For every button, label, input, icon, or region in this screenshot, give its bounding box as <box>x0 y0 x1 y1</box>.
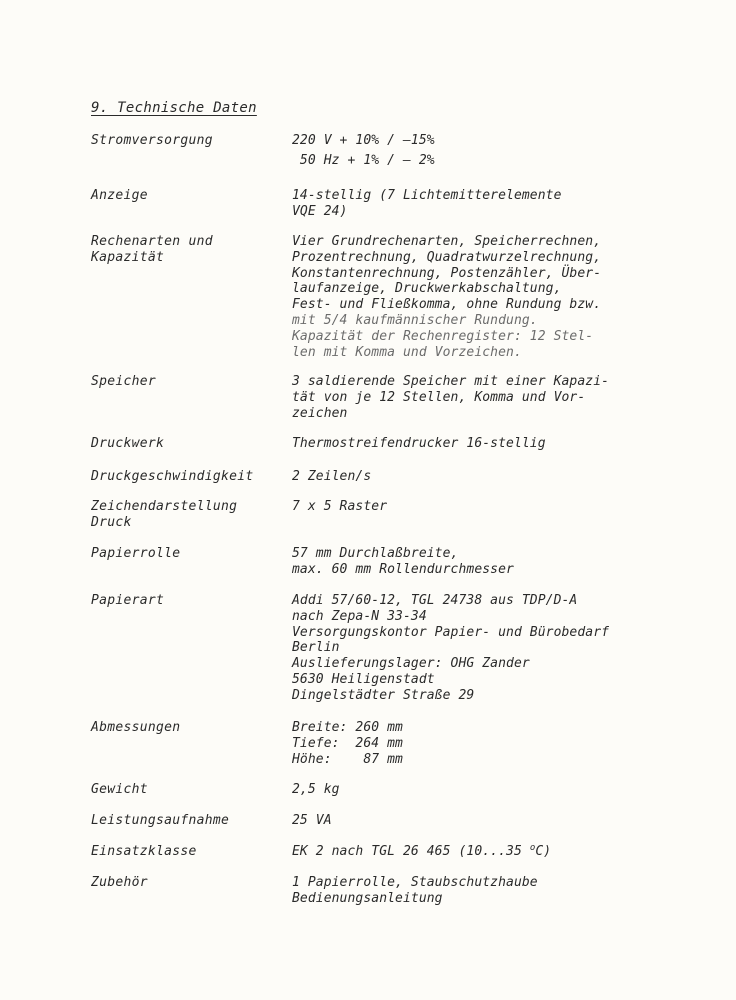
spec-line: Tiefe: 264 mm <box>292 735 403 751</box>
spec-label: Papierart <box>91 593 165 608</box>
spec-line: 14-stellig (7 Lichtemitterelemente <box>292 188 562 203</box>
spec-line <box>292 844 682 860</box>
spec-value <box>292 720 682 767</box>
spec-line-text: EK 2 nach TGL 26 465 (10...35 <box>292 844 530 859</box>
spec-line: 2 Zeilen/s <box>292 469 372 484</box>
spec-line: laufanzeige, Druckwerkabschaltung, <box>292 281 562 297</box>
spec-line: VQE 24) <box>292 203 348 219</box>
spec-line-tail: C) <box>535 844 552 859</box>
spec-line: 57 mm Durchlaßbreite, <box>292 546 459 561</box>
spec-line: Dingelstädter Straße 29 <box>292 687 475 703</box>
spec-line: Konstantenrechnung, Postenzähler, Über- <box>292 265 602 281</box>
spec-line: Bedienungsanleitung <box>292 890 443 906</box>
spec-value <box>292 844 682 860</box>
spec-line: tät von je 12 Stellen, Komma und Vor- <box>292 389 586 405</box>
spec-line: 220 V + 10% / –15% <box>292 133 435 148</box>
spec-line: 1 Papierrolle, Staubschutzhaube <box>292 875 538 890</box>
spec-line: 50 Hz + 1% / – 2% <box>292 152 435 168</box>
spec-label: Anzeige <box>91 188 148 203</box>
spec-value <box>292 234 682 360</box>
spec-label: Druckwerk <box>91 436 165 451</box>
spec-value <box>292 436 682 452</box>
spec-value <box>292 499 682 515</box>
spec-label: Rechenarten und Kapazität <box>91 234 213 265</box>
spec-line: Höhe: 87 mm <box>292 751 403 767</box>
spec-label: Zubehör <box>91 875 148 890</box>
spec-line: Prozentrechnung, Quadratwurzelrechnung, <box>292 249 602 265</box>
spec-line: Berlin <box>292 640 340 656</box>
spec-label: Abmessungen <box>91 720 181 735</box>
spec-line: Vier Grundrechenarten, Speicherrechnen, <box>292 234 602 249</box>
spec-label: Einsatzklasse <box>91 844 197 859</box>
spec-line: 25 VA <box>292 813 332 828</box>
spec-label: Gewicht <box>91 782 148 797</box>
spec-label: Papierrolle <box>91 546 181 561</box>
spec-value <box>292 188 682 220</box>
spec-label: Druckgeschwindigkeit <box>91 469 254 484</box>
spec-line: 3 saldierende Speicher mit einer Kapazi- <box>292 374 610 389</box>
spec-label: Leistungsaufnahme <box>91 813 230 828</box>
spec-line: Addi 57/60-12, TGL 24738 aus TDP/D-A <box>292 593 578 608</box>
spec-label: Zeichendarstellung Druck <box>91 499 238 530</box>
spec-line: max. 60 mm Rollendurchmesser <box>292 561 514 577</box>
spec-value <box>292 374 682 421</box>
spec-line: Fest- und Fließkomma, ohne Rundung bzw. <box>292 297 602 313</box>
spec-line: 5630 Heiligenstadt <box>292 671 435 687</box>
spec-line: 7 x 5 Raster <box>292 499 388 514</box>
spec-value <box>292 546 682 578</box>
spec-value <box>292 782 682 798</box>
spec-line: mit 5/4 kaufmännischer Rundung. <box>292 312 538 328</box>
spec-line: len mit Komma und Vorzeichen. <box>292 344 522 360</box>
spec-value <box>292 813 682 829</box>
spec-value <box>292 875 682 907</box>
section-heading: 9. Technische Daten <box>91 100 257 116</box>
spec-line: Auslieferungslager: OHG Zander <box>292 656 530 672</box>
degree-superscript: o <box>529 843 536 853</box>
spec-value <box>292 593 682 704</box>
spec-line: Thermostreifendrucker 16-stellig <box>292 436 546 451</box>
spec-line: Versorgungskontor Papier- und Bürobedarf <box>292 624 610 640</box>
spec-line: zeichen <box>292 405 348 421</box>
spec-line: Breite: 260 mm <box>292 720 403 735</box>
spec-line: 2,5 kg <box>292 782 340 797</box>
spec-value <box>292 469 682 485</box>
spec-line: nach Zepa-N 33-34 <box>292 608 427 624</box>
spec-value <box>292 133 682 169</box>
spec-label: Speicher <box>91 374 157 389</box>
spec-line: Kapazität der Rechenregister: 12 Stel- <box>292 328 594 344</box>
spec-label: Stromversorgung <box>91 133 213 148</box>
